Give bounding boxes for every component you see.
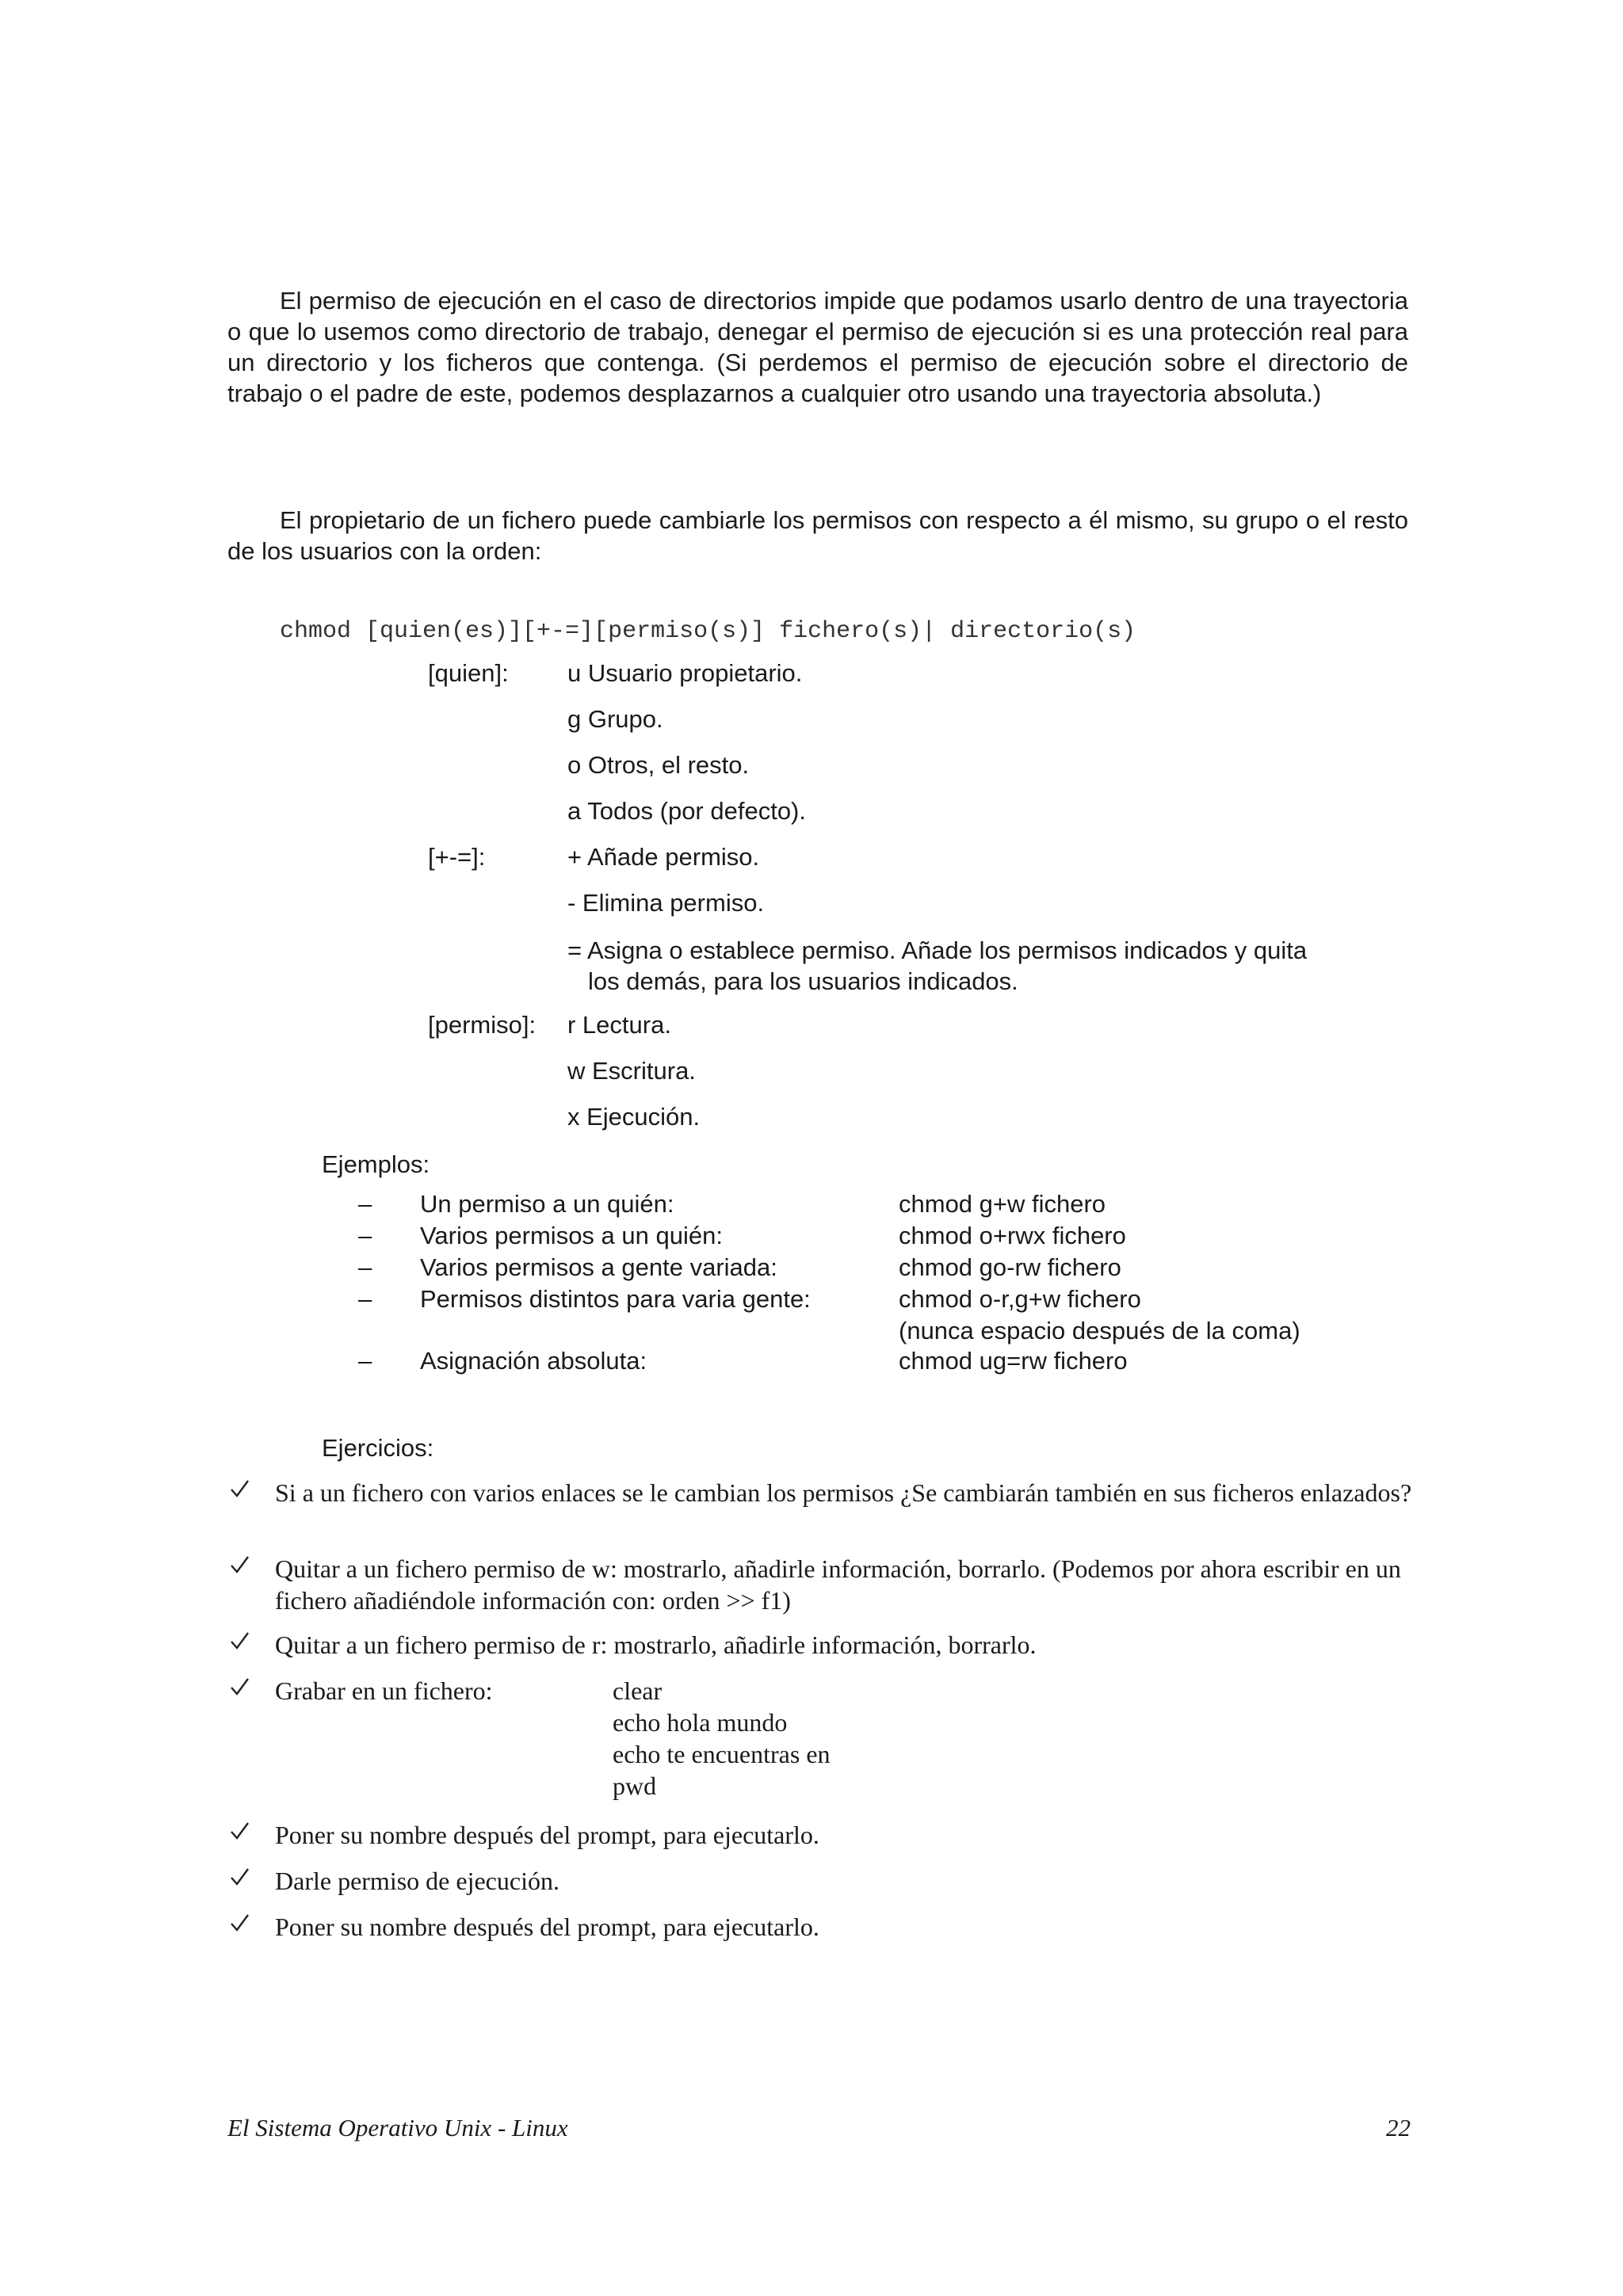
- dash-bullet: –: [358, 1253, 372, 1281]
- exercise-item: [227, 1477, 1416, 1540]
- exercise-text: Grabar en un fichero:: [275, 1676, 493, 1705]
- checkmark-icon: [227, 1629, 251, 1653]
- checkmark-icon: [227, 1553, 251, 1577]
- example-description: Varios permisos a un quién:: [420, 1222, 723, 1249]
- example-command: chmod ug=rw fichero: [899, 1347, 1128, 1375]
- exercise-item: [227, 1553, 1416, 1616]
- checkmark-icon: [227, 1477, 251, 1501]
- example-row: [358, 1285, 1412, 1344]
- option-label-quien: [quien]:: [428, 659, 509, 687]
- option-item: a Todos (por defecto).: [567, 797, 806, 825]
- exercise-text: Poner su nombre después del prompt, para ejecutarlo.: [275, 1913, 819, 1941]
- option-item: - Elimina permiso.: [567, 889, 765, 917]
- exercise-text: Darle permiso de ejecución.: [275, 1867, 559, 1895]
- example-description: Un permiso a un quién:: [420, 1190, 674, 1218]
- example-command: chmod go-rw fichero: [899, 1253, 1121, 1281]
- example-note: (nunca espacio después de la coma): [899, 1317, 1300, 1344]
- example-row: [358, 1253, 1412, 1285]
- example-command: chmod o-r,g+w fichero: [899, 1285, 1141, 1313]
- assign-line-1: = Asigna o establece permiso. Añade los permisos indicados y quita: [567, 936, 1308, 964]
- script-line: echo hola mundo: [613, 1708, 788, 1737]
- dash-bullet: –: [358, 1347, 372, 1375]
- exercise-item-script: [227, 1675, 1416, 1802]
- option-item: g Grupo.: [567, 705, 663, 733]
- dash-bullet: –: [358, 1285, 372, 1313]
- page-number: 22: [1386, 2114, 1411, 2142]
- option-item: r Lectura.: [567, 1011, 671, 1039]
- option-item: u Usuario propietario.: [567, 659, 803, 687]
- option-label-permiso: [permiso]:: [428, 1011, 537, 1039]
- checkmark-icon: [227, 1865, 251, 1889]
- option-item: w Escritura.: [567, 1057, 696, 1085]
- option-item: + Añade permiso.: [567, 843, 760, 871]
- exercise-item: [227, 1911, 1416, 1943]
- chmod-syntax: chmod [quien(es)][+-=][permiso(s)] fichero(s)| directorio(s): [280, 618, 1136, 645]
- exercise-item: [227, 1865, 1416, 1897]
- example-row: [358, 1347, 1412, 1379]
- exercise-item: [227, 1819, 1416, 1851]
- option-label-operator: [+-=]:: [428, 843, 486, 871]
- dash-bullet: –: [358, 1222, 372, 1249]
- examples-heading: Ejemplos:: [322, 1150, 430, 1178]
- example-row: [358, 1190, 1412, 1222]
- example-description: Permisos distintos para varia gente:: [420, 1285, 811, 1313]
- example-row: [358, 1222, 1412, 1253]
- checkmark-icon: [227, 1911, 251, 1935]
- exercises-heading: Ejercicios:: [322, 1434, 434, 1462]
- script-line: pwd: [613, 1772, 657, 1800]
- checkmark-icon: [227, 1819, 251, 1843]
- exercise-text: Quitar a un fichero permiso de w: mostrarlo, añadirle información, borrarlo. (Podemos por ahora escribir en un fichero añadiéndole información con: orden >> f1): [275, 1554, 1401, 1615]
- example-command: chmod o+rwx fichero: [899, 1222, 1126, 1249]
- example-description: Asignación absoluta:: [420, 1347, 647, 1375]
- dash-bullet: –: [358, 1190, 372, 1218]
- footer-title: El Sistema Operativo Unix - Linux: [227, 2114, 568, 2142]
- script-line: clear: [613, 1676, 663, 1705]
- assign-line-2: los demás, para los usuarios indicados.: [588, 967, 1018, 995]
- exercise-text: Poner su nombre después del prompt, para ejecutarlo.: [275, 1821, 819, 1849]
- checkmark-icon: [227, 1675, 251, 1699]
- script-line: echo te encuentras en: [613, 1740, 831, 1768]
- option-item-assign: [567, 935, 1409, 997]
- exercise-item: [227, 1629, 1416, 1661]
- paragraph-execution-permission: El permiso de ejecución en el caso de directorios impide que podamos usarlo dentro de una trayectoria o que lo usemos como directorio de trabajo, denegar el permiso de ejecución si es una protección real para un directorio y los ficheros que contenga. (Si perdemos el permiso de ejecución sobre el directorio de trabajo o el padre de este, podemos desplazarnos a cualquier otro usando una trayectoria absoluta.): [227, 287, 1408, 407]
- script-lines: [613, 1675, 831, 1802]
- example-description: Varios permisos a gente variada:: [420, 1253, 777, 1281]
- example-command: chmod g+w fichero: [899, 1190, 1106, 1218]
- exercise-text: Quitar a un fichero permiso de r: mostrarlo, añadirle información, borrarlo.: [275, 1630, 1037, 1659]
- exercise-text: Si a un fichero con varios enlaces se le cambian los permisos ¿Se cambiarán también en sus ficheros enlazados?: [275, 1478, 1412, 1507]
- paragraph-owner-permissions: El propietario de un fichero puede cambiarle los permisos con respecto a él mismo, su grupo o el resto de los usuarios con la orden:: [227, 506, 1408, 565]
- option-item: x Ejecución.: [567, 1103, 701, 1131]
- option-item: o Otros, el resto.: [567, 751, 750, 779]
